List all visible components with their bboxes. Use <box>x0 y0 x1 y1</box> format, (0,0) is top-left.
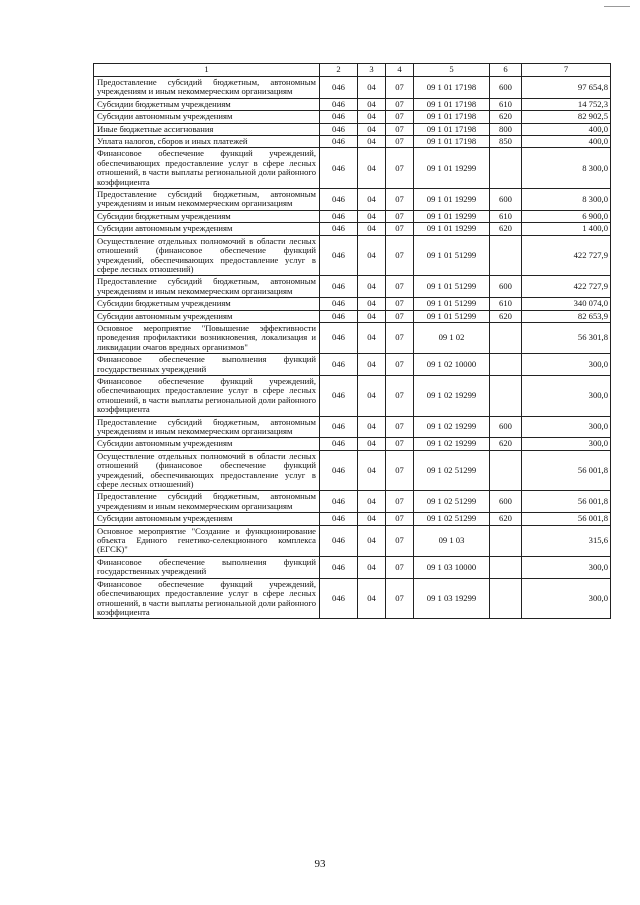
row-amount: 300,0 <box>522 578 611 619</box>
row-section-code: 04 <box>358 98 386 110</box>
row-name: Субсидии бюджетным учреждениям <box>94 298 320 310</box>
table-row <box>94 450 611 491</box>
row-expense-type <box>490 556 522 578</box>
row-target-article: 09 1 02 51299 <box>414 491 490 513</box>
row-target-article: 09 1 01 17198 <box>414 98 490 110</box>
row-expense-type: 600 <box>490 276 522 298</box>
row-subsection-code: 07 <box>386 298 414 310</box>
row-subsection-code: 07 <box>386 189 414 211</box>
row-target-article: 09 1 03 10000 <box>414 556 490 578</box>
row-name: Предоставление субсидий бюджетным, автономным учреждениям и иным некоммерческим организациям <box>94 416 320 438</box>
table-row <box>94 148 611 189</box>
row-subsection-code: 07 <box>386 322 414 353</box>
row-subsection-code: 07 <box>386 578 414 619</box>
row-expense-type: 800 <box>490 123 522 135</box>
table-body <box>94 77 611 619</box>
row-admin-code: 046 <box>320 491 358 513</box>
row-target-article: 09 1 01 51299 <box>414 298 490 310</box>
row-section-code: 04 <box>358 77 386 99</box>
row-name: Иные бюджетные ассигнования <box>94 123 320 135</box>
row-admin-code: 046 <box>320 98 358 110</box>
table-row <box>94 98 611 110</box>
table-row <box>94 276 611 298</box>
row-expense-type: 620 <box>490 310 522 322</box>
row-subsection-code: 07 <box>386 210 414 222</box>
row-expense-type: 620 <box>490 513 522 525</box>
header-row <box>94 64 611 77</box>
row-expense-type <box>490 375 522 416</box>
row-section-code: 04 <box>358 416 386 438</box>
row-section-code: 04 <box>358 123 386 135</box>
row-amount: 6 900,0 <box>522 210 611 222</box>
table-row <box>94 235 611 276</box>
table-row <box>94 525 611 556</box>
table-row <box>94 310 611 322</box>
row-expense-type: 850 <box>490 136 522 148</box>
row-target-article: 09 1 01 51299 <box>414 235 490 276</box>
row-admin-code: 046 <box>320 298 358 310</box>
row-subsection-code: 07 <box>386 450 414 491</box>
budget-table <box>93 63 611 619</box>
table-row <box>94 578 611 619</box>
row-section-code: 04 <box>358 491 386 513</box>
row-subsection-code: 07 <box>386 354 414 376</box>
row-section-code: 04 <box>358 354 386 376</box>
row-expense-type: 600 <box>490 491 522 513</box>
row-amount: 300,0 <box>522 416 611 438</box>
row-amount: 315,6 <box>522 525 611 556</box>
row-expense-type: 610 <box>490 298 522 310</box>
row-section-code: 04 <box>358 310 386 322</box>
row-section-code: 04 <box>358 298 386 310</box>
row-name: Финансовое обеспечение функций учреждений, обеспечивающих предоставление услуг в сфере лесных отношений, в части выплаты региональной доли районного коэффициента <box>94 578 320 619</box>
row-expense-type: 620 <box>490 438 522 450</box>
row-expense-type <box>490 354 522 376</box>
row-name: Финансовое обеспечение выполнения функций государственных учреждений <box>94 556 320 578</box>
row-expense-type <box>490 322 522 353</box>
row-amount: 300,0 <box>522 354 611 376</box>
row-admin-code: 046 <box>320 322 358 353</box>
row-amount: 56 001,8 <box>522 450 611 491</box>
row-subsection-code: 07 <box>386 98 414 110</box>
row-admin-code: 046 <box>320 77 358 99</box>
row-amount: 422 727,9 <box>522 235 611 276</box>
row-name: Осуществление отдельных полномочий в области лесных отношений (финансовое обеспечение функций учреждений, обеспечивающих предоставление услуг в сфере лесных отношений) <box>94 235 320 276</box>
header-cell: 2 <box>320 64 358 77</box>
row-amount: 300,0 <box>522 438 611 450</box>
row-target-article: 09 1 01 17198 <box>414 136 490 148</box>
row-name: Уплата налогов, сборов и иных платежей <box>94 136 320 148</box>
table-row <box>94 298 611 310</box>
row-target-article: 09 1 03 <box>414 525 490 556</box>
row-admin-code: 046 <box>320 111 358 123</box>
table-row <box>94 416 611 438</box>
row-subsection-code: 07 <box>386 556 414 578</box>
row-expense-type: 610 <box>490 98 522 110</box>
row-name: Финансовое обеспечение выполнения функций государственных учреждений <box>94 354 320 376</box>
table-row <box>94 189 611 211</box>
row-name: Финансовое обеспечение функций учреждений, обеспечивающих предоставление услуг в сфере лесных отношений, в части выплаты региональной доли районного коэффициента <box>94 148 320 189</box>
row-section-code: 04 <box>358 111 386 123</box>
row-expense-type <box>490 578 522 619</box>
table-row <box>94 210 611 222</box>
row-target-article: 09 1 02 <box>414 322 490 353</box>
header-cell: 4 <box>386 64 414 77</box>
row-section-code: 04 <box>358 450 386 491</box>
row-amount: 56 301,8 <box>522 322 611 353</box>
row-expense-type: 610 <box>490 210 522 222</box>
row-admin-code: 046 <box>320 148 358 189</box>
row-expense-type: 620 <box>490 111 522 123</box>
row-name: Субсидии бюджетным учреждениям <box>94 210 320 222</box>
row-admin-code: 046 <box>320 189 358 211</box>
table-row <box>94 354 611 376</box>
header-cell: 3 <box>358 64 386 77</box>
row-section-code: 04 <box>358 375 386 416</box>
row-amount: 400,0 <box>522 123 611 135</box>
table-row <box>94 77 611 99</box>
row-admin-code: 046 <box>320 556 358 578</box>
row-admin-code: 046 <box>320 416 358 438</box>
row-amount: 1 400,0 <box>522 223 611 235</box>
row-name: Предоставление субсидий бюджетным, автономным учреждениям и иным некоммерческим организациям <box>94 276 320 298</box>
row-target-article: 09 1 01 19299 <box>414 223 490 235</box>
row-target-article: 09 1 02 19299 <box>414 375 490 416</box>
row-section-code: 04 <box>358 322 386 353</box>
row-admin-code: 046 <box>320 276 358 298</box>
row-target-article: 09 1 02 10000 <box>414 354 490 376</box>
row-subsection-code: 07 <box>386 148 414 189</box>
row-admin-code: 046 <box>320 123 358 135</box>
row-target-article: 09 1 01 51299 <box>414 276 490 298</box>
row-target-article: 09 1 01 17198 <box>414 111 490 123</box>
row-subsection-code: 07 <box>386 111 414 123</box>
row-subsection-code: 07 <box>386 235 414 276</box>
row-amount: 8 300,0 <box>522 189 611 211</box>
row-subsection-code: 07 <box>386 525 414 556</box>
row-amount: 340 074,0 <box>522 298 611 310</box>
row-amount: 8 300,0 <box>522 148 611 189</box>
row-name: Основное мероприятие "Создание и функционирование объекта Единого генетико-селекционного комплекса (ЕГСК)" <box>94 525 320 556</box>
row-name: Финансовое обеспечение функций учреждений, обеспечивающих предоставление услуг в сфере лесных отношений, в части выплаты региональной доли районного коэффициента <box>94 375 320 416</box>
row-section-code: 04 <box>358 578 386 619</box>
row-subsection-code: 07 <box>386 513 414 525</box>
row-expense-type <box>490 525 522 556</box>
row-name: Осуществление отдельных полномочий в области лесных отношений (финансовое обеспечение функций учреждений, обеспечивающих предоставление услуг в сфере лесных отношений) <box>94 450 320 491</box>
row-section-code: 04 <box>358 525 386 556</box>
row-admin-code: 046 <box>320 525 358 556</box>
row-section-code: 04 <box>358 148 386 189</box>
row-section-code: 04 <box>358 136 386 148</box>
header-cell: 5 <box>414 64 490 77</box>
row-section-code: 04 <box>358 210 386 222</box>
row-target-article: 09 1 01 19299 <box>414 189 490 211</box>
table-row <box>94 136 611 148</box>
row-admin-code: 046 <box>320 438 358 450</box>
row-admin-code: 046 <box>320 354 358 376</box>
row-name: Субсидии автономным учреждениям <box>94 111 320 123</box>
row-amount: 56 001,8 <box>522 491 611 513</box>
row-target-article: 09 1 01 17198 <box>414 123 490 135</box>
row-expense-type <box>490 148 522 189</box>
row-amount: 97 654,8 <box>522 77 611 99</box>
row-admin-code: 046 <box>320 450 358 491</box>
row-expense-type: 620 <box>490 223 522 235</box>
header-cell: 7 <box>522 64 611 77</box>
row-section-code: 04 <box>358 276 386 298</box>
row-amount: 82 902,5 <box>522 111 611 123</box>
row-admin-code: 046 <box>320 210 358 222</box>
row-admin-code: 046 <box>320 513 358 525</box>
row-amount: 82 653,9 <box>522 310 611 322</box>
row-name: Субсидии автономным учреждениям <box>94 310 320 322</box>
row-target-article: 09 1 01 51299 <box>414 310 490 322</box>
row-subsection-code: 07 <box>386 77 414 99</box>
row-target-article: 09 1 02 51299 <box>414 450 490 491</box>
row-target-article: 09 1 01 19299 <box>414 148 490 189</box>
row-name: Субсидии автономным учреждениям <box>94 223 320 235</box>
row-expense-type: 600 <box>490 416 522 438</box>
row-amount: 14 752,3 <box>522 98 611 110</box>
row-subsection-code: 07 <box>386 310 414 322</box>
row-section-code: 04 <box>358 235 386 276</box>
row-subsection-code: 07 <box>386 438 414 450</box>
row-target-article: 09 1 01 19299 <box>414 210 490 222</box>
row-subsection-code: 07 <box>386 223 414 235</box>
row-admin-code: 046 <box>320 310 358 322</box>
table-row <box>94 123 611 135</box>
row-admin-code: 046 <box>320 235 358 276</box>
row-admin-code: 046 <box>320 578 358 619</box>
table-row <box>94 556 611 578</box>
row-amount: 56 001,8 <box>522 513 611 525</box>
row-section-code: 04 <box>358 556 386 578</box>
row-name: Предоставление субсидий бюджетным, автономным учреждениям и иным некоммерческим организациям <box>94 77 320 99</box>
row-section-code: 04 <box>358 513 386 525</box>
table-row <box>94 513 611 525</box>
row-subsection-code: 07 <box>386 276 414 298</box>
row-amount: 422 727,9 <box>522 276 611 298</box>
row-target-article: 09 1 03 19299 <box>414 578 490 619</box>
row-section-code: 04 <box>358 438 386 450</box>
row-name: Предоставление субсидий бюджетным, автономным учреждениям и иным некоммерческим организациям <box>94 491 320 513</box>
row-subsection-code: 07 <box>386 416 414 438</box>
table-row <box>94 111 611 123</box>
row-target-article: 09 1 01 17198 <box>414 77 490 99</box>
table-row <box>94 375 611 416</box>
row-section-code: 04 <box>358 189 386 211</box>
row-amount: 300,0 <box>522 556 611 578</box>
corner-mark <box>604 6 630 7</box>
row-admin-code: 046 <box>320 223 358 235</box>
table-row <box>94 223 611 235</box>
row-name: Субсидии автономным учреждениям <box>94 438 320 450</box>
table-row <box>94 322 611 353</box>
table-row <box>94 491 611 513</box>
row-subsection-code: 07 <box>386 123 414 135</box>
row-expense-type <box>490 450 522 491</box>
row-name: Субсидии автономным учреждениям <box>94 513 320 525</box>
row-expense-type: 600 <box>490 189 522 211</box>
row-name: Предоставление субсидий бюджетным, автономным учреждениям и иным некоммерческим организациям <box>94 189 320 211</box>
header-cell: 6 <box>490 64 522 77</box>
page-number: 93 <box>314 858 326 870</box>
row-subsection-code: 07 <box>386 375 414 416</box>
row-subsection-code: 07 <box>386 136 414 148</box>
row-name: Субсидии бюджетным учреждениям <box>94 98 320 110</box>
header-cell: 1 <box>94 64 320 77</box>
table-row <box>94 438 611 450</box>
row-expense-type <box>490 235 522 276</box>
row-admin-code: 046 <box>320 375 358 416</box>
row-amount: 400,0 <box>522 136 611 148</box>
row-target-article: 09 1 02 51299 <box>414 513 490 525</box>
row-target-article: 09 1 02 19299 <box>414 438 490 450</box>
row-amount: 300,0 <box>522 375 611 416</box>
row-expense-type: 600 <box>490 77 522 99</box>
row-admin-code: 046 <box>320 136 358 148</box>
row-name: Основное мероприятие "Повышение эффективности проведения профилактики возникновения, локализация и ликвидации очагов вредных организмов" <box>94 322 320 353</box>
row-section-code: 04 <box>358 223 386 235</box>
row-target-article: 09 1 02 19299 <box>414 416 490 438</box>
row-subsection-code: 07 <box>386 491 414 513</box>
